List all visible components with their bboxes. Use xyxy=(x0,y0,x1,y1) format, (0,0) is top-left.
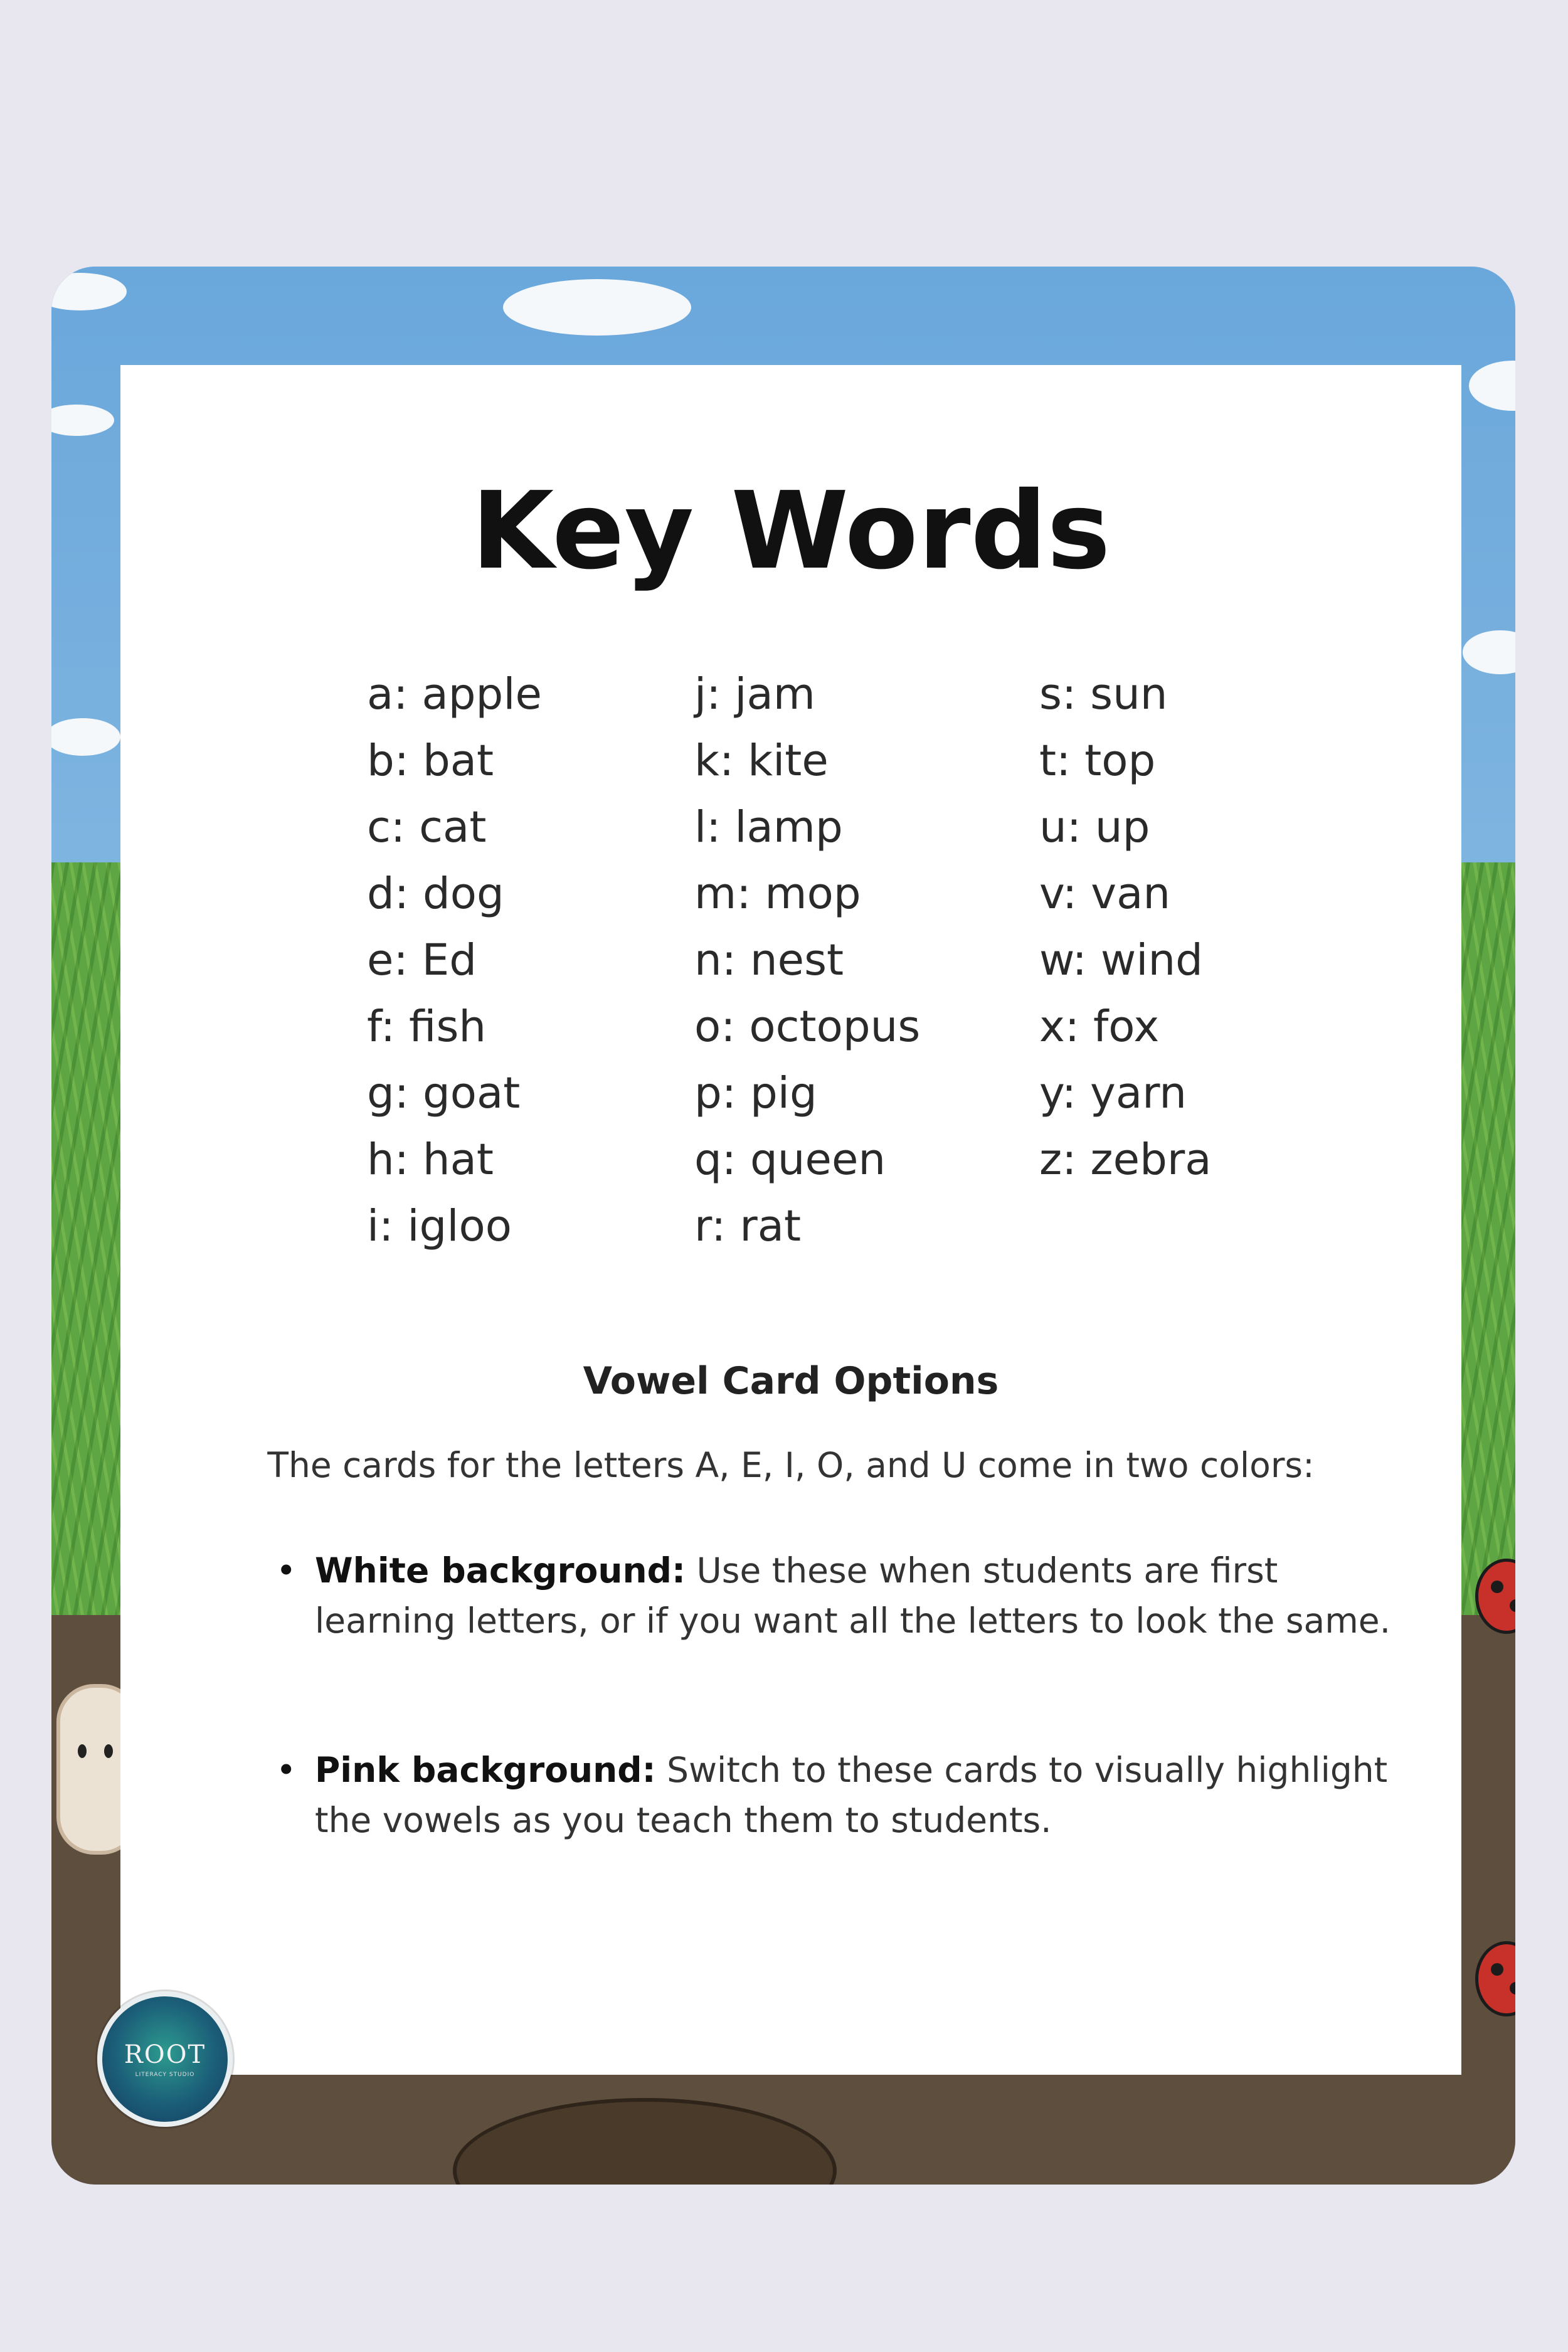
key-word-item: x: fox xyxy=(1039,1002,1160,1052)
content-panel xyxy=(120,365,1461,2075)
key-word-item: h: hat xyxy=(367,1135,494,1185)
key-word-item: t: top xyxy=(1039,736,1156,786)
page-title: Key Words xyxy=(471,469,1111,593)
bullet-icon: • xyxy=(276,1550,297,1591)
key-word-item: o: octopus xyxy=(694,1002,921,1052)
key-word-item: n: nest xyxy=(694,935,844,985)
key-word-item: a: apple xyxy=(367,669,542,719)
key-word-item: d: dog xyxy=(367,869,504,919)
key-words-column-1 xyxy=(367,661,542,1259)
vowel-section-intro: The cards for the letters A, E, I, O, and U come in two colors: xyxy=(267,1445,1315,1485)
bullet-label: Pink background: xyxy=(315,1750,656,1790)
key-word-item: e: Ed xyxy=(367,935,477,985)
root-logo xyxy=(97,1991,233,2127)
logo-text: ROOT xyxy=(124,2040,206,2069)
key-word-item: j: jam xyxy=(694,669,816,719)
key-word-item: c: cat xyxy=(367,802,487,852)
key-word-item: k: kite xyxy=(694,736,829,786)
key-word-item: v: van xyxy=(1039,869,1171,919)
bullet-text: Switch to these cards to visually highlight the vowels as you teach them to students. xyxy=(315,1750,1388,1840)
key-word-item: b: bat xyxy=(367,736,494,786)
key-word-item: m: mop xyxy=(694,869,861,919)
vowel-section-title: Vowel Card Options xyxy=(583,1359,999,1403)
key-word-item: y: yarn xyxy=(1039,1068,1187,1118)
key-word-item: l: lamp xyxy=(694,802,843,852)
key-word-item: g: goat xyxy=(367,1068,521,1118)
key-word-item: q: queen xyxy=(694,1135,886,1185)
bullet-white-background xyxy=(276,1545,1394,1646)
cloud-icon xyxy=(503,279,691,336)
bullet-pink-background xyxy=(276,1745,1394,1845)
key-word-item: f: fish xyxy=(367,1002,487,1052)
bullet-icon: • xyxy=(276,1750,297,1790)
logo-subtext: LITERACY STUDIO xyxy=(135,2072,195,2078)
key-word-item: p: pig xyxy=(694,1068,817,1118)
bullet-label: White background: xyxy=(315,1550,686,1591)
key-word-item: w: wind xyxy=(1039,935,1203,985)
key-words-column-3 xyxy=(1039,661,1212,1193)
key-word-item: s: sun xyxy=(1039,669,1168,719)
key-word-item: r: rat xyxy=(694,1201,802,1251)
key-word-item: i: igloo xyxy=(367,1201,512,1251)
key-word-item: z: zebra xyxy=(1039,1135,1212,1185)
bullet-text: Use these when students are first learning letters, or if you want all the letters to look the same. xyxy=(315,1550,1391,1641)
key-words-column-2 xyxy=(694,661,920,1259)
key-word-item: u: up xyxy=(1039,802,1150,852)
